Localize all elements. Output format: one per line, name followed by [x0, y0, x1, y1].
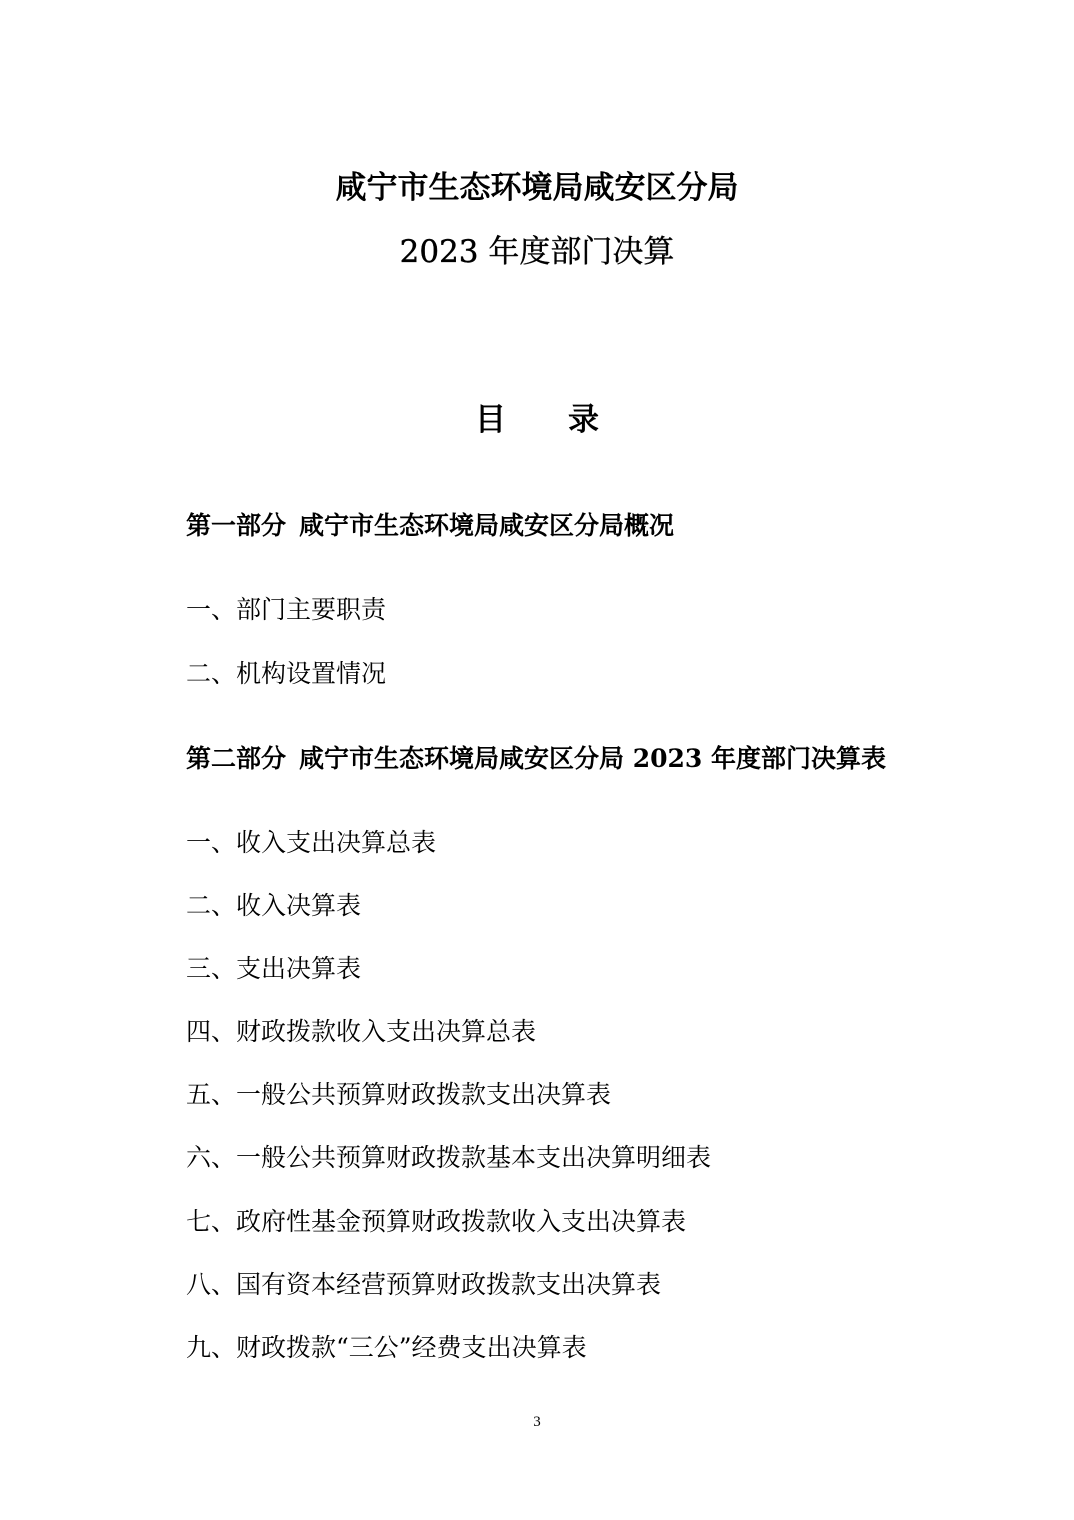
- toc-part-1-title: 咸宁市生态环境局咸安区分局概况: [299, 511, 675, 540]
- toc-item: 三、支出决算表: [186, 954, 362, 983]
- toc-item: 一、部门主要职责: [186, 595, 387, 624]
- toc-part-1-label: 第一部分: [186, 511, 287, 540]
- toc-item: 九、财政拨款“三公”经费支出决算表: [186, 1333, 587, 1362]
- document-title: 咸宁市生态环境局咸安区分局: [335, 170, 739, 206]
- toc-part-1-heading: [186, 509, 674, 543]
- toc-heading-char-2: 录: [568, 402, 599, 438]
- toc-item: 七、政府性基金预算财政拨款收入支出决算表: [186, 1207, 687, 1236]
- document-subtitle: 2023 年度部门决算: [399, 234, 675, 270]
- toc-item: 二、机构设置情况: [186, 659, 387, 688]
- toc-item: 四、财政拨款收入支出决算总表: [186, 1017, 537, 1046]
- toc-heading-char-1: 目: [475, 402, 506, 438]
- toc-item: 八、国有资本经营预算财政拨款支出决算表: [186, 1270, 662, 1299]
- toc-item: 六、一般公共预算财政拨款基本支出决算明细表: [186, 1143, 712, 1172]
- toc-item: 二、收入决算表: [186, 891, 362, 920]
- toc-part-2-heading: [186, 742, 886, 776]
- toc-item: 五、一般公共预算财政拨款支出决算表: [186, 1080, 612, 1109]
- toc-item: 一、收入支出决算总表: [186, 828, 437, 857]
- toc-heading: [0, 400, 1074, 440]
- page-number: 3: [533, 1414, 541, 1430]
- toc-part-2-label: 第二部分: [186, 744, 287, 773]
- toc-part-2-title: 咸宁市生态环境局咸安区分局 2023 年度部门决算表: [299, 744, 887, 773]
